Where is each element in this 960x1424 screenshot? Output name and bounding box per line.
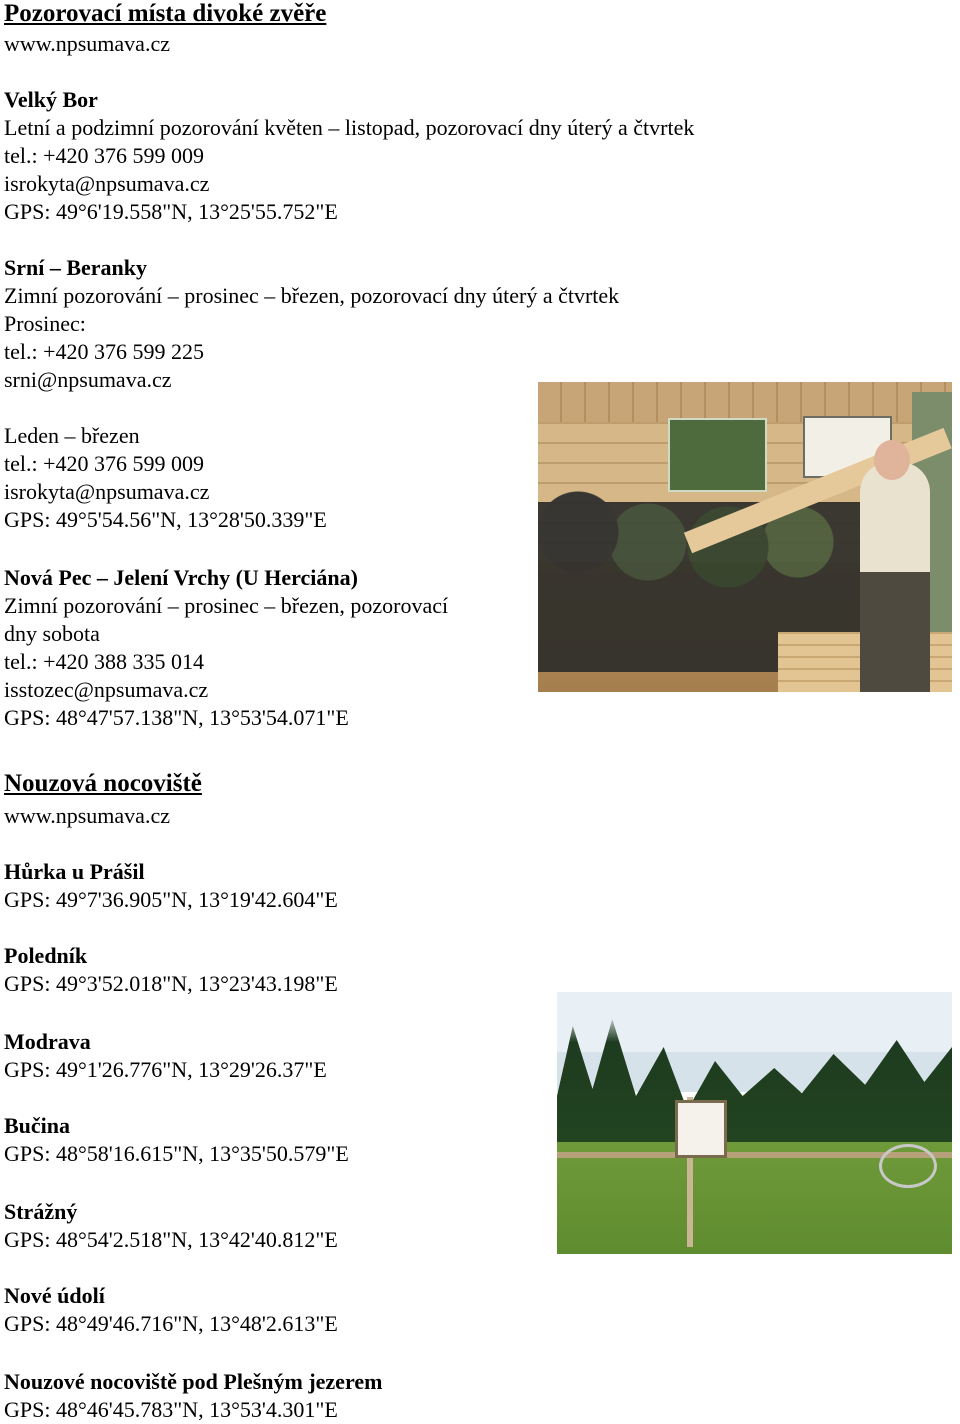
location-title: Poledník (4, 943, 88, 968)
website-link[interactable]: www.npsumava.cz (4, 803, 170, 828)
period-label: Prosinec: (4, 311, 86, 336)
location-title: Velký Bor (4, 87, 98, 112)
photo-bicycle (879, 1144, 937, 1188)
observation-shelter-photo (538, 382, 952, 692)
location-title: Nové údolí (4, 1283, 105, 1308)
email-link[interactable]: isrokyta@npsumava.cz (4, 171, 210, 196)
photo-forest (557, 1012, 952, 1152)
gps-text: GPS: 49°1'26.776"N, 13°29'26.37"E (4, 1057, 327, 1082)
email-link[interactable]: isrokyta@npsumava.cz (4, 479, 210, 504)
gps-text: GPS: 49°5'54.56"N, 13°28'50.339"E (4, 507, 327, 532)
location-title: Strážný (4, 1199, 78, 1224)
email-link[interactable]: srni@npsumava.cz (4, 367, 172, 392)
location-title: Bučina (4, 1113, 71, 1138)
location-title: Nouzové nocoviště pod Plešným jezerem (4, 1369, 383, 1394)
schedule-text: Zimní pozorování – prosinec – březen, pozorovací (4, 593, 449, 618)
phone-text: tel.: +420 388 335 014 (4, 649, 205, 674)
schedule-text: dny sobota (4, 621, 100, 646)
gps-text: GPS: 48°54'2.518"N, 13°42'40.812"E (4, 1227, 338, 1252)
location-title: Modrava (4, 1029, 91, 1054)
schedule-text: Letní a podzimní pozorování květen – listopad, pozorovací dny úterý a čtvrtek (4, 115, 695, 140)
photo-guide (860, 462, 930, 692)
phone-text: tel.: +420 376 599 225 (4, 339, 205, 364)
phone-text: tel.: +420 376 599 009 (4, 143, 205, 168)
gps-text: GPS: 48°58'16.615"N, 13°35'50.579"E (4, 1141, 349, 1166)
photo-guide-head (874, 440, 910, 480)
gps-text: GPS: 49°6'19.558"N, 13°25'55.752"E (4, 199, 338, 224)
period-label: Leden – březen (4, 423, 140, 448)
gps-text: GPS: 48°49'46.716"N, 13°48'2.613"E (4, 1311, 338, 1336)
email-link[interactable]: isstozec@npsumava.cz (4, 677, 209, 702)
location-title: Srní – Beranky (4, 255, 148, 280)
gps-text: GPS: 49°3'52.018"N, 13°23'43.198"E (4, 971, 338, 996)
website-link[interactable]: www.npsumava.cz (4, 31, 170, 56)
location-title: Nová Pec – Jelení Vrchy (U Herciána) (4, 565, 358, 590)
emergency-shelter-photo (557, 992, 952, 1254)
section-title-shelters: Nouzová nocoviště (4, 770, 202, 797)
gps-text: GPS: 48°46'45.783"N, 13°53'4.301"E (4, 1397, 338, 1422)
schedule-text: Zimní pozorování – prosinec – březen, pozorovací dny úterý a čtvrtek (4, 283, 620, 308)
section-title-observation: Pozorovací místa divoké zvěře (4, 0, 327, 27)
gps-text: GPS: 49°7'36.905"N, 13°19'42.604"E (4, 887, 338, 912)
photo-info-sign (675, 1100, 727, 1158)
phone-text: tel.: +420 376 599 009 (4, 451, 205, 476)
location-title: Hůrka u Prášil (4, 859, 145, 884)
gps-text: GPS: 48°47'57.138"N, 13°53'54.071"E (4, 705, 349, 730)
